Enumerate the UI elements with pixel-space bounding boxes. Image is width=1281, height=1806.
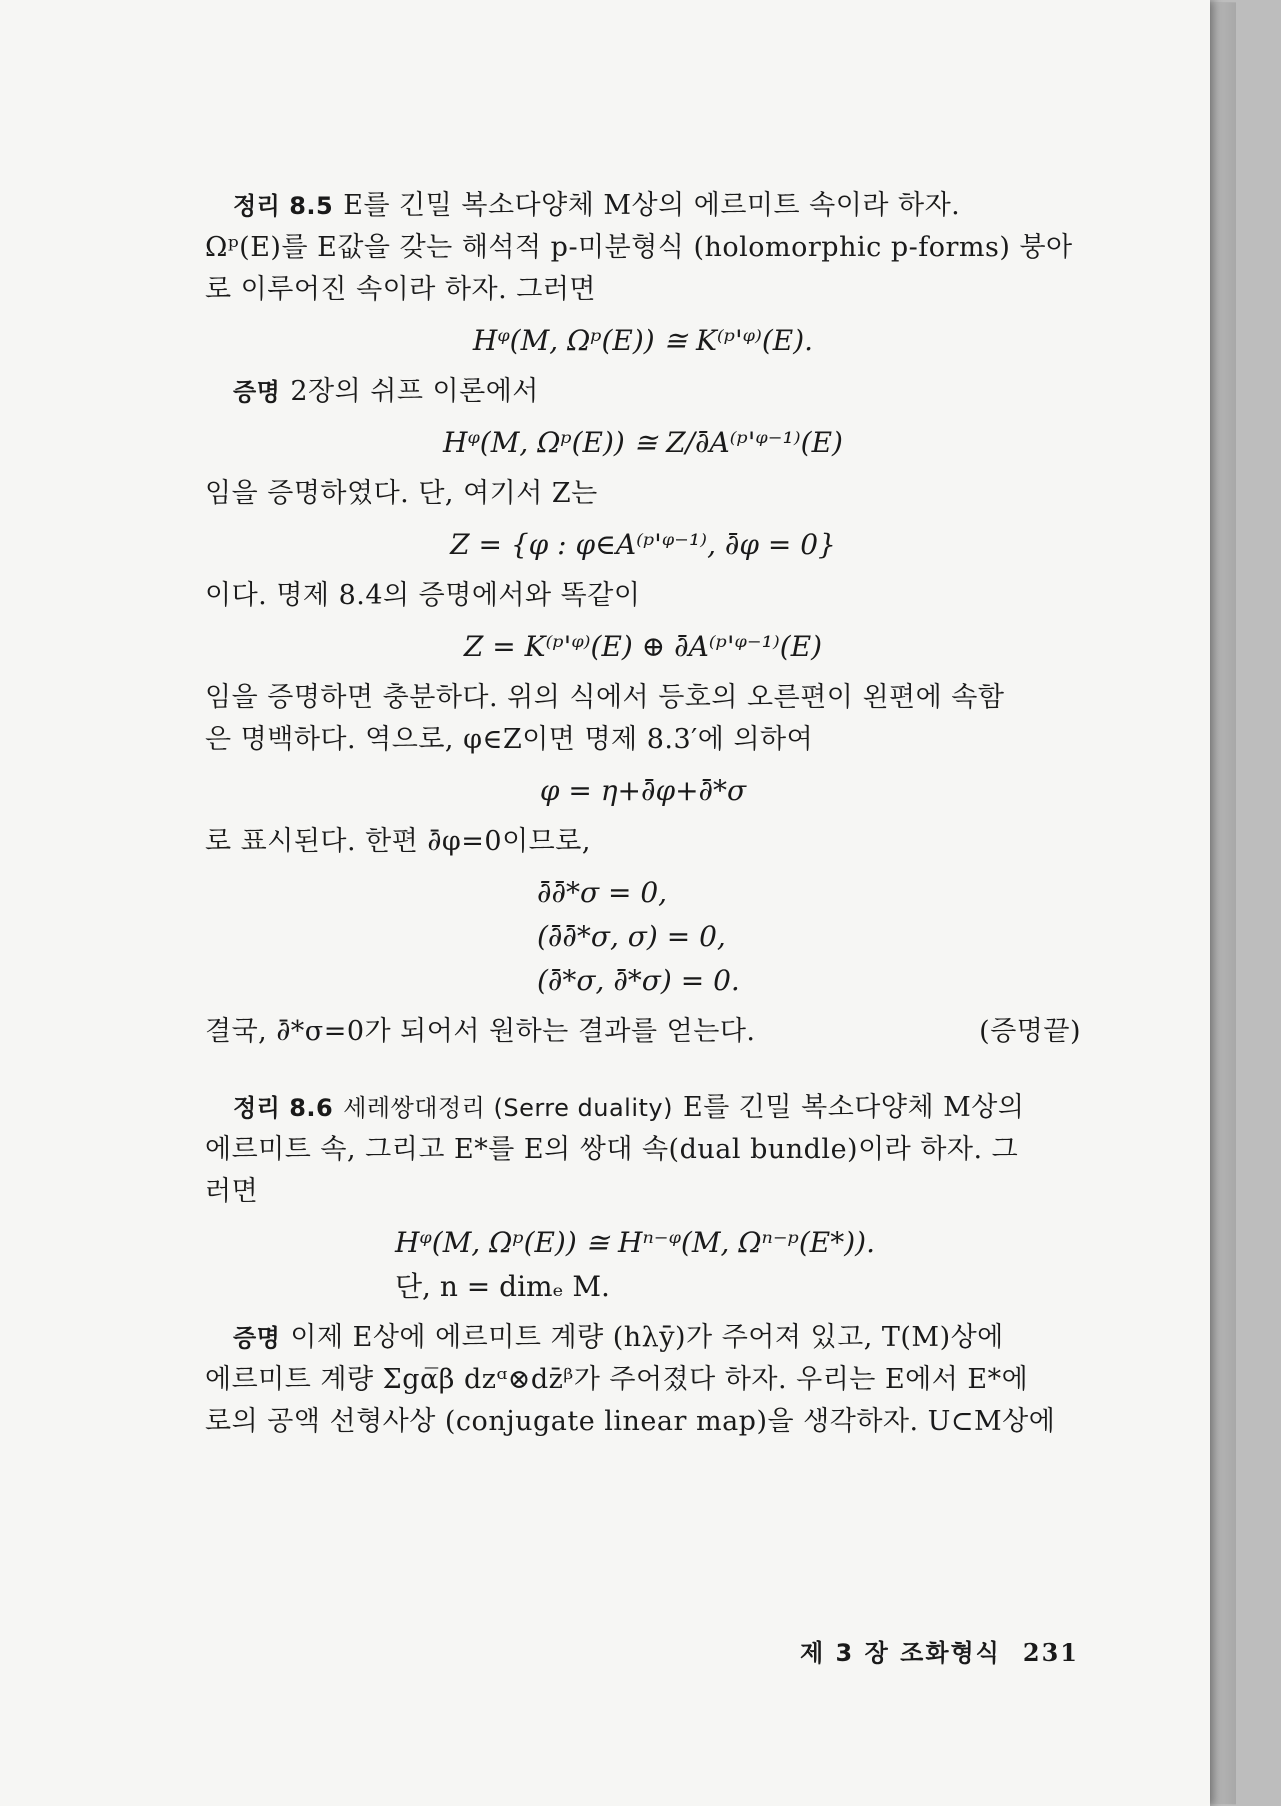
- theorem-8-5-label: 정리 8.5: [233, 192, 334, 220]
- proof-1-line1: [205, 371, 1081, 413]
- theorem-8-6-line3: 러면: [205, 1176, 259, 1207]
- proof-1-line5: 은 명백하다. 역으로, φ∈Z이면 명제 8.3′에 의하여: [205, 724, 814, 755]
- theorem-8-6-name: 세레쌍대정리 (Serre duality): [343, 1094, 673, 1122]
- theorem-8-6-label: 정리 8.6: [233, 1094, 334, 1122]
- theorem-8-5-line3: 로 이루어진 속이라 하자. 그러면: [205, 274, 596, 305]
- qed-mark: (증명끝): [979, 1016, 1081, 1047]
- proof-2-line3: 로의 공액 선형사상 (conjugate linear map)을 생각하자. U⊂M상에: [205, 1406, 1056, 1437]
- proof-1-label: 증명: [233, 378, 281, 406]
- theorem-8-6-text1: E를 긴밀 복소다양체 M상의: [683, 1092, 1025, 1123]
- theorem-8-5-line1: [205, 185, 1081, 227]
- proof-1-formula5a: ∂̄∂̄*σ = 0,: [537, 876, 668, 909]
- proof-1-formula5c: (∂̄*σ, ∂̄*σ) = 0.: [537, 964, 740, 997]
- proof-2-text1: 이제 E상에 에르미트 계량 (hλȳ)가 주어져 있고, T(M)상에: [290, 1322, 1004, 1353]
- proof-1-line6: 로 표시된다. 한편 ∂̄φ=0이므로,: [205, 826, 591, 857]
- proof-1-line4: 임을 증명하면 충분하다. 위의 식에서 등호의 오른편이 왼편에 속함: [205, 682, 1005, 713]
- proof-1-formula1: Hᵠ(M, Ωᵖ(E)) ≅ Z/∂̄A⁽ᵖ'ᵠ⁻¹⁾(E): [443, 426, 843, 459]
- theorem-8-6-formula2: 단, n = dimₑ M.: [395, 1270, 610, 1303]
- page-number: 231: [1022, 1638, 1079, 1667]
- proof-1-line3: 이다. 명제 8.4의 증명에서와 똑같이: [205, 580, 641, 611]
- proof-1-conclusion: [205, 1011, 1081, 1053]
- proof-2-label: 증명: [233, 1324, 281, 1352]
- proof-1-formula2: Z = {φ : φ∈A⁽ᵖ'ᵠ⁻¹⁾, ∂̄φ = 0}: [450, 528, 836, 561]
- theorem-8-5-text1: E를 긴밀 복소다양체 M상의 에르미트 속이라 하자.: [343, 190, 961, 221]
- theorem-8-5-line2: Ωᵖ(E)를 E값을 갖는 해석적 p-미분형식 (holomorphic p-forms) 붕아: [205, 232, 1073, 263]
- proof-1-formula3: Z = K⁽ᵖ'ᵠ⁾(E) ⊕ ∂̄A⁽ᵖ'ᵠ⁻¹⁾(E): [463, 630, 823, 663]
- proof-1-line7: 결국, ∂̄*σ=0가 되어서 원하는 결과를 얻는다.: [205, 1016, 756, 1047]
- proof-1-formula5b: (∂̄∂̄*σ, σ) = 0,: [537, 920, 726, 953]
- proof-1-text1: 2장의 쉬프 이론에서: [290, 376, 539, 407]
- running-chapter-title: 제 3 장 조화형식: [800, 1639, 1001, 1667]
- page-content: [205, 185, 1081, 1443]
- proof-1-line2: 임을 증명하였다. 단, 여기서 Z는: [205, 478, 598, 509]
- theorem-8-6-line2: 에르미트 속, 그리고 E*를 E의 쌍대 속(dual bundle)이라 하자. 그: [205, 1134, 1019, 1165]
- proof-2-line1: [205, 1317, 1081, 1359]
- proof-1-formula4: φ = η+∂̄φ+∂̄*σ: [539, 774, 747, 807]
- theorem-8-6-formula1: Hᵠ(M, Ωᵖ(E)) ≅ Hⁿ⁻ᵠ(M, Ωⁿ⁻ᵖ(E*)).: [395, 1226, 875, 1259]
- theorem-8-6-line1: [205, 1087, 1081, 1129]
- theorem-8-5-formula: Hᵠ(M, Ωᵖ(E)) ≅ K⁽ᵖ'ᵠ⁾(E).: [472, 324, 814, 357]
- page-footer: [800, 1633, 1079, 1668]
- proof-2-line2: 에르미트 계량 Σgα̅β dzᵅ⊗dz̄ᵝ가 주어졌다 하자. 우리는 E에서 E*에: [205, 1364, 1029, 1395]
